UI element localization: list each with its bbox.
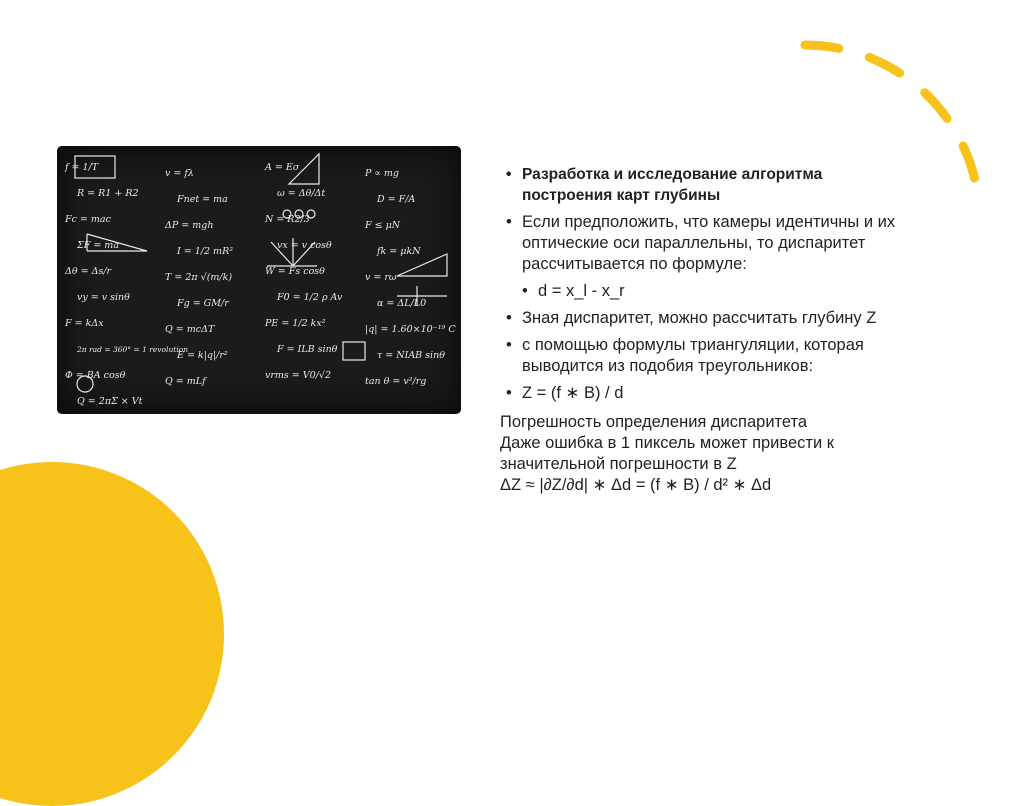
bullet-depth: • Зная диспаритет, можно рассчитать глубину Z: [500, 308, 910, 329]
board-formula: F = kΔx: [65, 318, 104, 329]
error-formula: ΔZ ≈ |∂Z/∂d| ∗ Δd = (f ∗ B) / d² ∗ Δd: [500, 476, 772, 494]
board-formula: v = fλ: [165, 168, 194, 179]
disparity-formula: • d = x_l - x_r: [516, 281, 910, 302]
board-formula: D = F/A: [377, 194, 416, 205]
board-formula: vx = v cosθ: [277, 240, 332, 251]
board-formula: tan θ = v²/rg: [365, 376, 427, 387]
board-formula: F0 = 1/2 ρ Av: [277, 292, 343, 303]
board-formula: α = ΔL/L0: [377, 298, 427, 309]
error-title: Погрешность определения диспаритета: [500, 413, 808, 431]
board-formula: Fc = mac: [65, 214, 111, 225]
board-formula: τ = NIAB sinθ: [377, 350, 445, 361]
depth-formula: • Z = (f ∗ B) / d: [500, 383, 910, 404]
bullet-heading: • Разработка и исследование алгоритма построения карт глубины: [500, 164, 910, 206]
board-formula: ω = Δθ/Δt: [277, 188, 326, 199]
bullet-triangulation: • с помощью формулы триангуляции, которая выводится из подобия треугольников:: [500, 335, 910, 377]
board-formula: I = 1/2 mR²: [177, 246, 234, 257]
board-formula: W = Fs cosθ: [265, 266, 325, 277]
board-formula: Fnet = ma: [177, 194, 228, 205]
board-formula: |q| = 1.60×10⁻¹⁹ C: [365, 324, 456, 335]
chalkboard-image: [57, 146, 461, 414]
board-formula: Φ = BA cosθ: [65, 370, 126, 381]
board-formula: Δθ = Δs/r: [65, 266, 112, 277]
board-formula: vy = v sinθ: [77, 292, 130, 303]
error-text: Даже ошибка в 1 пиксель может привести к значительной погрешности в Z: [500, 434, 834, 473]
board-formula: F ≤ μN: [365, 220, 401, 231]
board-formula: F = ILB sinθ: [277, 344, 338, 355]
board-formula: T = 2π √(m/k): [165, 272, 233, 283]
board-formula: v = rω: [365, 272, 397, 283]
board-formula: A = Eσ: [265, 162, 300, 173]
board-formula: Fg = GM/r: [177, 298, 229, 309]
board-formula: P ∝ mg: [365, 168, 399, 179]
slide-text: [500, 164, 910, 496]
board-formula: R = R1 + R2: [77, 188, 139, 199]
board-formula: ΣF = ma: [77, 240, 119, 251]
bullet-assumption: • Если предположить, что камеры идентичны и их оптические оси параллельны, то диспаритет рассчитывается по формуле:: [500, 212, 910, 275]
board-formula: E = k|q|/r²: [177, 350, 228, 361]
board-formula: Q = mcΔT: [165, 324, 215, 335]
board-formula: vrms = V0/√2: [265, 370, 331, 381]
board-formula: ΔP = mgh: [165, 220, 214, 231]
board-formula: Q = 2πΣ × Vt: [77, 396, 143, 407]
board-formula: PE = 1/2 kx²: [265, 318, 326, 329]
decorative-yellow-circle: [0, 462, 224, 806]
board-formula: N = R2/3: [265, 214, 310, 225]
board-formula: 2π rad = 360° = 1 revolution: [77, 345, 189, 354]
board-formula: Q = mLf: [165, 376, 206, 387]
chalkboard-formulas: [57, 146, 461, 414]
board-formula: fk = μkN: [377, 246, 421, 257]
board-formula: f = 1/T: [65, 162, 99, 173]
